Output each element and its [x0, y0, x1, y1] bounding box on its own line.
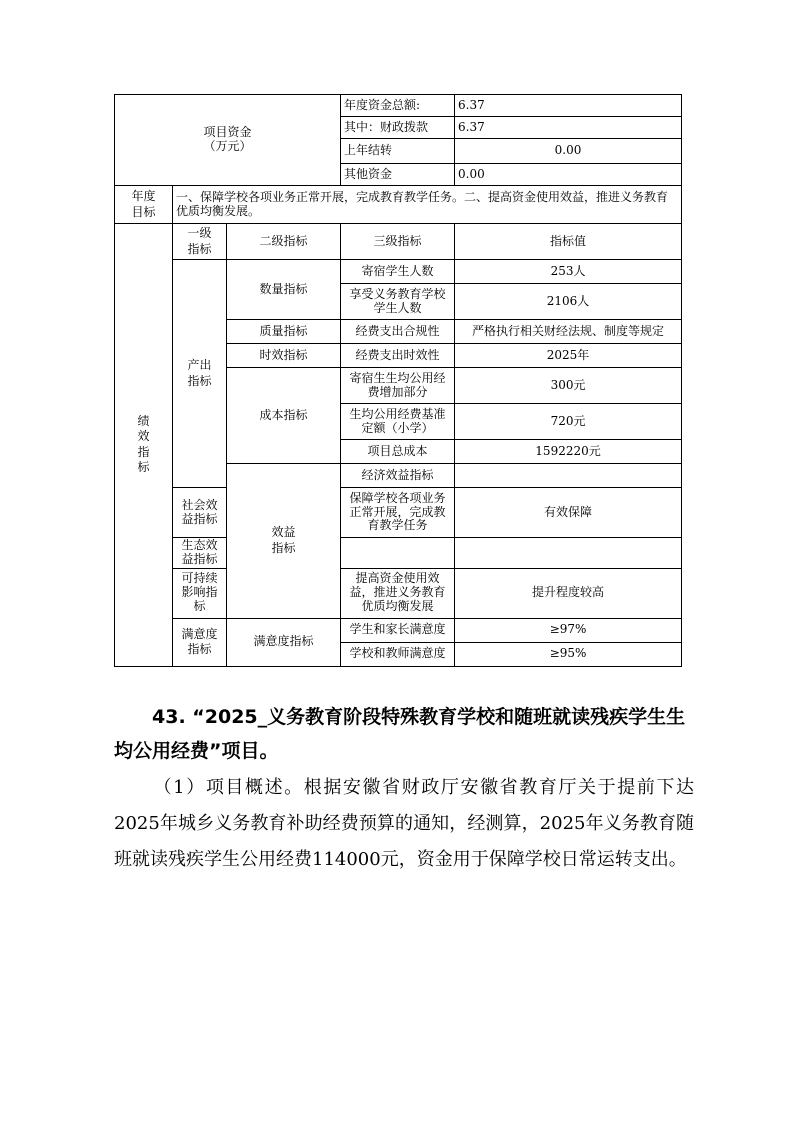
satisfaction-sub-label: 满意度指标: [227, 618, 341, 666]
indicator-name: 生均公用经费基准定额（小学）: [341, 404, 455, 440]
indicator-value: [455, 538, 682, 569]
output-label: 产出指标: [173, 260, 227, 488]
indicator-name: [455, 464, 682, 488]
section-paragraph: [114, 770, 694, 878]
indicator-name: 保障学校各项业务正常开展，完成教育教学任务: [341, 488, 455, 538]
table-row: [115, 186, 682, 224]
indicator-value: ≥97%: [455, 618, 682, 642]
funds-row-label: 年度资金总额:: [341, 95, 455, 117]
performance-table: [114, 94, 682, 667]
indicator-name: 学校和教师满意度: [341, 642, 455, 666]
annual-goal-label: 年度目标: [115, 186, 173, 224]
quality-label: 质量指标: [227, 320, 341, 344]
sustainable-label: 可持续影响指标: [173, 568, 227, 618]
indicator-name: 项目总成本: [341, 440, 455, 464]
indicator-name: 学生和家长满意度: [341, 618, 455, 642]
indicator-name: 寄宿生生均公用经费增加部分: [341, 368, 455, 404]
indicator-value: 253人: [455, 260, 682, 284]
header-level3: 三级指标: [341, 224, 455, 260]
indicator-value: 严格执行相关财经法规、制度等规定: [455, 320, 682, 344]
funds-unit: （万元）: [203, 139, 252, 153]
funds-row-value: 0.00: [455, 164, 682, 186]
indicator-value: 2106人: [455, 284, 682, 320]
indicator-value: 1592220元: [455, 440, 682, 464]
indicator-name: 经费支出合规性: [341, 320, 455, 344]
quantity-label: 数量指标: [227, 260, 341, 320]
section-heading: [114, 700, 694, 768]
table-row: [115, 538, 682, 569]
indicator-name: 提高资金使用效益，推进义务教育优质均衡发展: [341, 568, 455, 618]
table-row: [115, 568, 682, 618]
indicator-name: [341, 538, 455, 569]
table-row: [115, 618, 682, 642]
funds-label: 项目资金: [203, 125, 252, 140]
table-row: [115, 260, 682, 284]
funds-row-label: 其他资金: [341, 164, 455, 186]
social-label: 社会效益指标: [173, 488, 227, 538]
ecological-label: 生态效益指标: [173, 538, 227, 569]
funds-row-value: 6.37: [455, 117, 682, 139]
indicator-name: 经费支出时效性: [341, 344, 455, 368]
indicator-value: 720元: [455, 404, 682, 440]
indicator-value: 有效保障: [455, 488, 682, 538]
table-row: [115, 224, 682, 260]
satisfaction-label: 满意度指标: [173, 618, 227, 666]
indicator-name: 享受义务教育学校学生人数: [341, 284, 455, 320]
header-value: 指标值: [455, 224, 682, 260]
performance-label: 绩效指标: [115, 224, 173, 667]
header-level2: 二级指标: [227, 224, 341, 260]
cost-label: 成本指标: [227, 368, 341, 464]
funds-label-cell: [115, 95, 341, 186]
benefit-label: 效益指标: [227, 464, 341, 619]
annual-goal-text: 一、保障学校各项业务正常开展，完成教育教学任务。二、提高资金使用效益，推进义务教育优质均衡发展。: [173, 186, 682, 224]
funds-row-label: 其中：财政拨款: [341, 117, 455, 139]
indicator-name: 寄宿学生人数: [341, 260, 455, 284]
indicator-value: 提升程度较高: [455, 568, 682, 618]
table-row: [115, 95, 682, 117]
indicator-value: ≥95%: [455, 642, 682, 666]
header-level1: 一级指标: [173, 224, 227, 260]
timeliness-label: 时效指标: [227, 344, 341, 368]
funds-row-value: 0.00: [455, 139, 682, 164]
table-row: [115, 488, 682, 538]
indicator-value: 2025年: [455, 344, 682, 368]
economic-label: 经济效益指标: [341, 464, 455, 488]
section-paragraph-text: （1）项目概述。根据安徽省财政厅安徽省教育厅关于提前下达2025年城乡义务教育补助经费预算的通知，经测算，2025年义务教育随班就读残疾学生公用经费114000元，资金用于保障学校日常运转支出。: [114, 777, 694, 870]
indicator-value: 300元: [455, 368, 682, 404]
section-heading-text: 43. “2025_义务教育阶段特殊教育学校和随班就读残疾学生生均公用经费”项目。: [114, 706, 686, 762]
funds-row-label: 上年结转: [341, 139, 455, 164]
funds-row-value: 6.37: [455, 95, 682, 117]
